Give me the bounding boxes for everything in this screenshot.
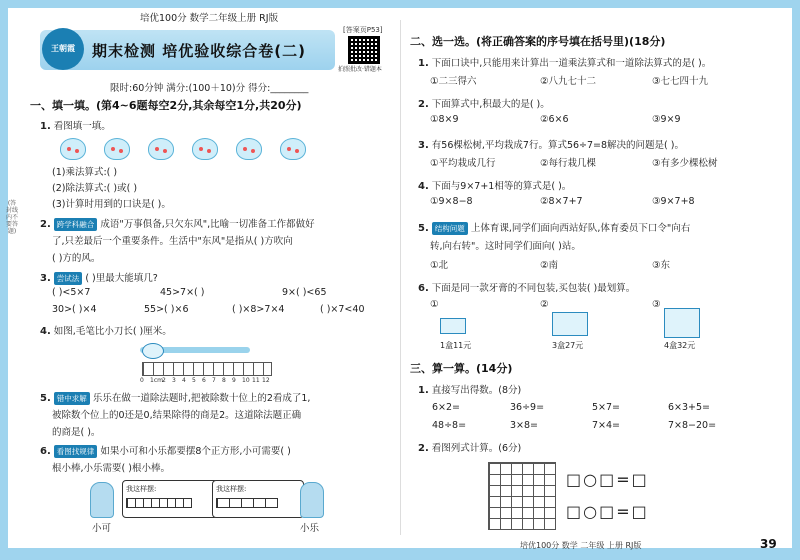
price-label: 4盒32元 — [664, 341, 696, 350]
qr-caption: 拍照批改·错题本 — [338, 66, 382, 73]
calc-item[interactable]: 7×8−20= — [668, 420, 717, 431]
q2-4-option[interactable]: ②8×7+7 — [540, 196, 583, 207]
fishbowl-icon — [104, 138, 130, 160]
q2-5-option[interactable]: ③东 — [652, 260, 671, 271]
ruler-label: 8 — [222, 377, 226, 384]
ruler-label: 10 — [242, 377, 250, 384]
q1-3-item[interactable]: 55>( )×6 — [144, 304, 189, 315]
q1-3-item[interactable]: ( )×8>7×4 — [232, 304, 285, 315]
q1-1-line1[interactable]: (1)乘法算式:( ) — [52, 167, 118, 178]
q2-5 — [418, 220, 690, 235]
toothpaste-pack-icon — [552, 312, 588, 336]
q1-4 — [40, 323, 172, 337]
ruler-label: 9 — [232, 377, 236, 384]
q2-1-option[interactable]: ③七七四十九 — [652, 76, 709, 87]
bubble-left — [122, 480, 218, 518]
calc-item[interactable]: 48÷8= — [432, 420, 467, 431]
fishbowl-icon — [280, 138, 306, 160]
q2-3-line1[interactable]: 有56棵松树,平均栽成7行。算式56÷7=8解决的问题是( )。 — [431, 140, 684, 151]
q2-3-label: 3. — [418, 140, 429, 151]
q1-5 — [40, 390, 310, 405]
kid-xiaoke-icon — [90, 482, 114, 518]
q2-4-option[interactable]: ①9×8−8 — [430, 196, 473, 207]
section2-title: 二、选一选。(将正确答案的序号填在括号里)(18分) — [410, 35, 666, 48]
q1-1 — [40, 118, 111, 132]
q1-6-line2[interactable]: 根小棒,小乐需要( )根小棒。 — [52, 463, 170, 474]
q1-3-item[interactable]: ( )×7<40 — [320, 304, 365, 315]
calc-item[interactable]: 36÷9= — [510, 402, 545, 413]
stick-grid-figure — [488, 462, 556, 530]
q2-1-option[interactable]: ①二三得六 — [430, 76, 477, 87]
fishbowl-icon — [60, 138, 86, 160]
page-border-left — [0, 0, 8, 560]
q2-2-option[interactable]: ①8×9 — [430, 114, 459, 125]
q2-2-option[interactable]: ②6×6 — [540, 114, 569, 125]
ruler-label: 7 — [212, 377, 216, 384]
q1-6 — [40, 443, 291, 458]
ruler-label: 1cm — [150, 377, 163, 384]
q1-3-item[interactable]: 30>( )×4 — [52, 304, 97, 315]
bubble-right — [212, 480, 304, 518]
q3-1-text: 直接写出得数。(8分) — [431, 385, 522, 396]
q2-5-tag: 结构问题 — [432, 222, 468, 235]
q1-1-text: 看图填一填。 — [53, 121, 111, 132]
q1-3-label: 3. — [40, 273, 51, 284]
q1-4-label: 4. — [40, 326, 51, 337]
toothpaste-pack-icon — [664, 308, 700, 338]
equation-blank[interactable]: □○□=□ — [566, 470, 649, 489]
q2-6-label: 6. — [418, 283, 429, 294]
ruler-label: 3 — [172, 377, 176, 384]
qr-code-icon[interactable] — [348, 36, 380, 64]
q2-3-option[interactable]: ②每行栽几棵 — [540, 158, 597, 169]
q1-4-text[interactable]: 如图,毛笔比小刀长( )厘米。 — [53, 326, 172, 337]
section1-title: 一、填一填。(第4~6题每空2分,其余每空1分,共20分) — [30, 99, 302, 112]
q2-2-option[interactable]: ③9×9 — [652, 114, 681, 125]
footer-text: 培优100分 数学 二年级 上册 RJ版 — [520, 541, 642, 550]
page-number: 39 — [760, 537, 777, 551]
book-banner: 培优100分 数学二年级上册 RJ版 — [140, 13, 279, 24]
exam-meta: 限时:60分钟 满分:(100＋10)分 得分:________ — [110, 83, 309, 94]
q1-3-tag: 尝试法 — [54, 272, 83, 285]
q1-2 — [40, 216, 315, 231]
q2-6-option[interactable]: ② — [540, 299, 549, 310]
equation-blank[interactable]: □○□=□ — [566, 502, 649, 521]
price-label: 1盒11元 — [440, 341, 472, 350]
fishbowl-row — [60, 138, 320, 160]
q1-2-label: 2. — [40, 219, 51, 230]
q2-1-option[interactable]: ②八九七十二 — [540, 76, 597, 87]
q1-3-line1: ( )里最大能填几? — [85, 273, 158, 284]
q1-3-item[interactable]: 9×( )<65 — [282, 287, 327, 298]
ruler-label: 5 — [192, 377, 196, 384]
calc-item[interactable]: 5×7= — [592, 402, 621, 413]
q1-1-line2[interactable]: (2)除法算式:( )或( ) — [52, 183, 138, 194]
q3-1-label: 1. — [418, 385, 429, 396]
q2-2 — [418, 96, 550, 110]
calc-item[interactable]: 3×8= — [510, 420, 539, 431]
brand-logo: 王朝霞 — [42, 28, 84, 70]
q2-4-label: 4. — [418, 181, 429, 192]
sticks-pattern-right — [216, 498, 278, 508]
q1-5-line2: 被除数个位上的0还是0,结果除得的商是2。这道除法题正确 — [52, 410, 302, 421]
sticks-pattern-left — [126, 498, 192, 508]
page-border-bottom — [0, 548, 800, 560]
q1-5-label: 5. — [40, 393, 51, 404]
q2-1-label: 1. — [418, 58, 429, 69]
q1-2-line2[interactable]: 了,只差最后一个重要条件。生活中"东风"是指从( )方吹向 — [52, 236, 293, 247]
q2-6-option[interactable]: ③ — [652, 299, 661, 310]
q3-2-text: 看图列式计算。(6分) — [431, 443, 522, 454]
q2-5-option[interactable]: ②南 — [540, 260, 559, 271]
q2-5-line2[interactable]: 转,向右转"。这时同学们面向( )站。 — [430, 241, 581, 252]
q1-6-tag: 看图找规律 — [54, 445, 98, 458]
q1-6-line1[interactable]: 如果小可和小乐都要摆8个正方形,小可需要( ) — [100, 446, 291, 457]
q2-4-line1[interactable]: 下面与9×7+1相等的算式是( )。 — [431, 181, 572, 192]
page-title: 期末检测 培优验收综合卷(二) — [92, 42, 306, 60]
q2-3 — [418, 137, 684, 151]
ruler-label: 4 — [182, 377, 186, 384]
price-label: 3盒27元 — [552, 341, 584, 350]
q3-1 — [418, 382, 521, 396]
calc-item[interactable]: 6×3+5= — [668, 402, 711, 413]
name-xiaoke: 小可 — [92, 523, 112, 534]
section3-title: 三、算一算。(14分) — [410, 362, 513, 375]
q2-1 — [418, 55, 711, 69]
side-note: (答封线内不要答题) — [6, 200, 19, 235]
kid-xiaole-icon — [300, 482, 324, 518]
name-xiaole: 小乐 — [300, 523, 320, 534]
calc-item[interactable]: 6×2= — [432, 402, 461, 413]
q2-6 — [418, 280, 635, 294]
q2-2-label: 2. — [418, 99, 429, 110]
q2-6-line1[interactable]: 下面是同一款牙膏的不同包装,买包装( )最划算。 — [431, 283, 636, 294]
q1-6-label: 6. — [40, 446, 51, 457]
q1-2-line3[interactable]: ( )方的风。 — [52, 253, 101, 264]
q1-2-tag: 跨学科融合 — [54, 218, 98, 231]
column-divider — [400, 20, 401, 535]
page-border-right — [792, 0, 800, 560]
q2-3-option[interactable]: ①平均栽成几行 — [430, 158, 496, 169]
q1-1-line3[interactable]: (3)计算时用到的口诀是( )。 — [52, 199, 171, 210]
ruler-label: 6 — [202, 377, 206, 384]
knife-icon — [142, 343, 164, 359]
q1-5-tag: 错中求解 — [54, 392, 90, 405]
fishbowl-icon — [236, 138, 262, 160]
toothpaste-pack-icon — [440, 318, 466, 334]
q1-1-label: 1. — [40, 121, 51, 132]
q2-6-option[interactable]: ① — [430, 299, 439, 310]
q1-3-item[interactable]: ( )<5×7 — [52, 287, 91, 298]
q2-5-line1: 上体育课,同学们面向西站好队,体育委员下口令"向右 — [470, 223, 691, 234]
bubble-left-text: 我这样摆: — [126, 485, 157, 493]
q1-3-item[interactable]: 45>7×( ) — [160, 287, 205, 298]
q2-2-line1[interactable]: 下面算式中,积最大的是( )。 — [431, 99, 550, 110]
q1-5-line3[interactable]: 的商是( )。 — [52, 427, 101, 438]
q3-2-label: 2. — [418, 443, 429, 454]
calc-item[interactable]: 7×4= — [592, 420, 621, 431]
page-border-top — [0, 0, 800, 8]
ruler-label: 11 — [252, 377, 260, 384]
q2-4-option[interactable]: ③9×7+8 — [652, 196, 695, 207]
fishbowl-icon — [192, 138, 218, 160]
q2-4 — [418, 178, 571, 192]
q3-2 — [418, 440, 521, 454]
ruler-label: 0 — [140, 377, 144, 384]
ruler-label: 12 — [262, 377, 270, 384]
q2-5-label: 5. — [418, 223, 429, 234]
fishbowl-icon — [148, 138, 174, 160]
q1-2-line1: 成语"万事俱备,只欠东风",比喻一切准备工作都做好 — [100, 219, 315, 230]
q2-1-line1[interactable]: 下面口诀中,只能用来计算出一道乘法算式和一道除法算式的是( )。 — [431, 58, 712, 69]
q1-5-line1: 乐乐在做一道除法题时,把被除数十位上的2看成了1, — [92, 393, 311, 404]
answer-page-tag: [答案页P53] — [343, 26, 383, 34]
bubble-right-text: 我这样摆: — [216, 485, 247, 493]
ruler-label: 2 — [162, 377, 166, 384]
q1-3 — [40, 270, 158, 285]
ruler-icon — [142, 362, 272, 376]
q2-5-option[interactable]: ①北 — [430, 260, 449, 271]
q2-3-option[interactable]: ③有多少棵松树 — [652, 158, 718, 169]
